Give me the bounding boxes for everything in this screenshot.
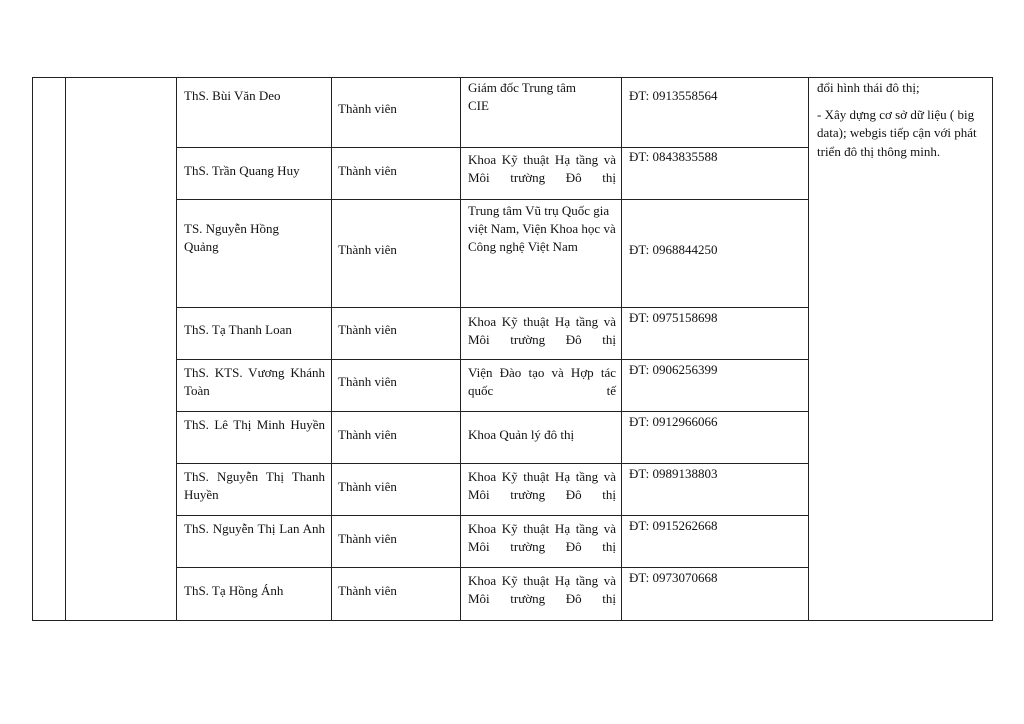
member-name: ThS. Tạ Thanh Loan [184, 322, 292, 337]
table-border-right [992, 77, 993, 621]
member-role: Thành viên [338, 242, 397, 257]
member-role: Thành viên [338, 479, 397, 494]
table-border-bottom [32, 620, 993, 621]
member-name: ThS. Tạ Hồng Ánh [184, 583, 284, 598]
column-divider [65, 77, 66, 621]
member-role: Thành viên [338, 163, 397, 178]
table-border-left [32, 77, 33, 621]
column-divider [808, 77, 809, 621]
member-phone: ĐT: 0989138803 [629, 466, 718, 481]
member-unit: Giám đốc Trung tâm CIE [468, 80, 576, 113]
member-phone: ĐT: 0973070668 [629, 570, 718, 585]
member-name: ThS. Nguyễn Thị Thanh Huyền [184, 469, 325, 502]
member-name: ThS. Bùi Văn Deo [184, 88, 281, 103]
member-unit: Khoa Kỹ thuật Hạ tầng và Môi trường Đô thị [468, 469, 616, 502]
row-divider [176, 463, 809, 464]
member-role: Thành viên [338, 101, 397, 116]
member-role: Thành viên [338, 531, 397, 546]
description-line: đổi hình thái đô thị; [817, 80, 920, 95]
column-divider [621, 77, 622, 621]
table-border-top [32, 77, 993, 78]
member-unit: Khoa Kỹ thuật Hạ tầng và Môi trường Đô thị [468, 152, 616, 185]
member-phone: ĐT: 0843835588 [629, 149, 718, 164]
member-phone: ĐT: 0968844250 [629, 242, 718, 257]
member-role: Thành viên [338, 427, 397, 442]
row-divider [176, 199, 809, 200]
task-description [817, 79, 987, 169]
member-role: Thành viên [338, 322, 397, 337]
member-unit: Trung tâm Vũ trụ Quốc gia việt Nam, Viện Khoa học và Công nghệ Việt Nam [468, 203, 616, 254]
member-phone: ĐT: 0975158698 [629, 310, 718, 325]
member-unit: Khoa Quản lý đô thị [468, 427, 575, 442]
member-name: ThS. Nguyễn Thị Lan Anh [184, 521, 325, 536]
member-phone: ĐT: 0915262668 [629, 518, 718, 533]
row-divider [176, 515, 809, 516]
member-name: ThS. Trần Quang Huy [184, 163, 300, 178]
row-divider [176, 567, 809, 568]
column-divider [176, 77, 177, 621]
description-line: - Xây dựng cơ sở dữ liệu ( big data); webgis tiếp cận với phát triển đô thị thông minh. [817, 106, 977, 159]
row-divider [176, 359, 809, 360]
member-name: TS. Nguyễn Hồng Quảng [184, 221, 279, 254]
member-role: Thành viên [338, 374, 397, 389]
row-divider [176, 411, 809, 412]
member-phone: ĐT: 0906256399 [629, 362, 718, 377]
member-phone: ĐT: 0912966066 [629, 414, 718, 429]
member-name: ThS. Lê Thị Minh Huyền [184, 417, 325, 432]
column-divider [331, 77, 332, 621]
column-divider [460, 77, 461, 621]
member-unit: Viện Đào tạo và Hợp tác quốc tế [468, 365, 616, 398]
member-phone: ĐT: 0913558564 [629, 88, 718, 103]
member-role: Thành viên [338, 583, 397, 598]
member-unit: Khoa Kỹ thuật Hạ tầng và Môi trường Đô thị [468, 521, 616, 554]
member-name: ThS. KTS. Vương Khánh Toàn [184, 365, 325, 398]
member-unit: Khoa Kỹ thuật Hạ tầng và Môi trường Đô thị [468, 573, 616, 606]
row-divider [176, 307, 809, 308]
member-unit: Khoa Kỹ thuật Hạ tầng và Môi trường Đô thị [468, 314, 616, 347]
